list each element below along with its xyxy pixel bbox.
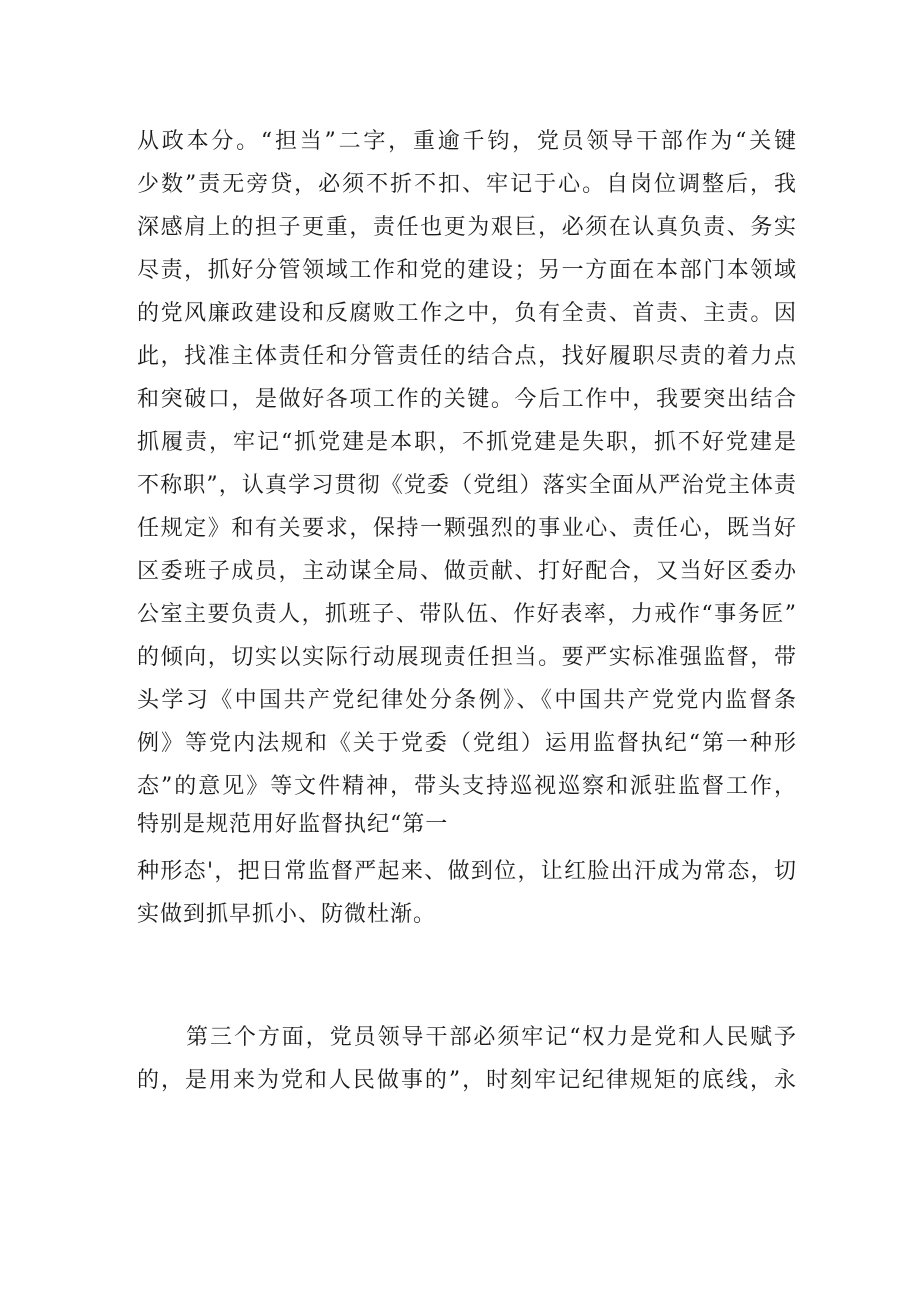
text-line: 深感肩上的担子更重，责任也更为艰巨，必须在认真负责、务实	[137, 215, 797, 240]
text-line: 从政本分。“担当”二字，重逾千钧，党员领导干部作为“关键	[137, 129, 797, 154]
text-line: 公室主要负责人，抓班子、带队伍、作好表率，力戒作“事务匠”	[137, 602, 797, 627]
text-line: 少数”责无旁贷，必须不折不扣、牢记于心。自岗位调整后，我	[137, 172, 797, 197]
text-line: 抓履责，牢记“抓党建是本职，不抓党建是失职，抓不好党建是	[137, 430, 797, 455]
text-line: 尽责，抓好分管领域工作和党的建设；另一方面在本部门本领域	[137, 258, 797, 283]
text-line: 特别是规范用好监督执纪“第一	[137, 812, 449, 837]
text-line: 和突破口，是做好各项工作的关键。今后工作中，我要突出结合	[137, 387, 797, 412]
text-line: 种形态'，把日常监督严起来、做到位，让红脸出汗成为常态，切	[137, 859, 797, 884]
text-line: 任规定》和有关要求，保持一颗强烈的事业心、责任心，既当好	[137, 516, 797, 541]
text-line: 实做到抓早抓小、防微杜渐。	[137, 902, 437, 927]
text-line: 此，找准主体责任和分管责任的结合点，找好履职尽责的着力点	[137, 344, 797, 369]
text-line: 的，是用来为党和人民做事的”，时刻牢记纪律规矩的底线，永	[137, 1068, 797, 1093]
text-line: 的倾向，切实以实际行动展现责任担当。要严实标准强监督，带	[137, 645, 797, 670]
text-line: 不称职”，认真学习贯彻《党委（党组）落实全面从严治党主体责	[137, 473, 797, 498]
text-line: 例》等党内法规和《关于党委（党组）运用监督执纪“第一种形	[137, 731, 797, 756]
text-line: 头学习《中国共产党纪律处分条例》、《中国共产党党内监督条	[137, 688, 797, 713]
text-line: 态”的意见》等文件精神，带头支持巡视巡察和派驻监督工作，	[137, 774, 797, 799]
text-line: 的党风廉政建设和反腐败工作之中，负有全责、首责、主责。因	[137, 301, 797, 326]
text-line: 第三个方面，党员领导干部必须牢记“权力是党和人民赋予	[186, 1025, 797, 1050]
text-line: 区委班子成员，主动谋全局、做贡献、打好配合，又当好区委办	[137, 559, 797, 584]
